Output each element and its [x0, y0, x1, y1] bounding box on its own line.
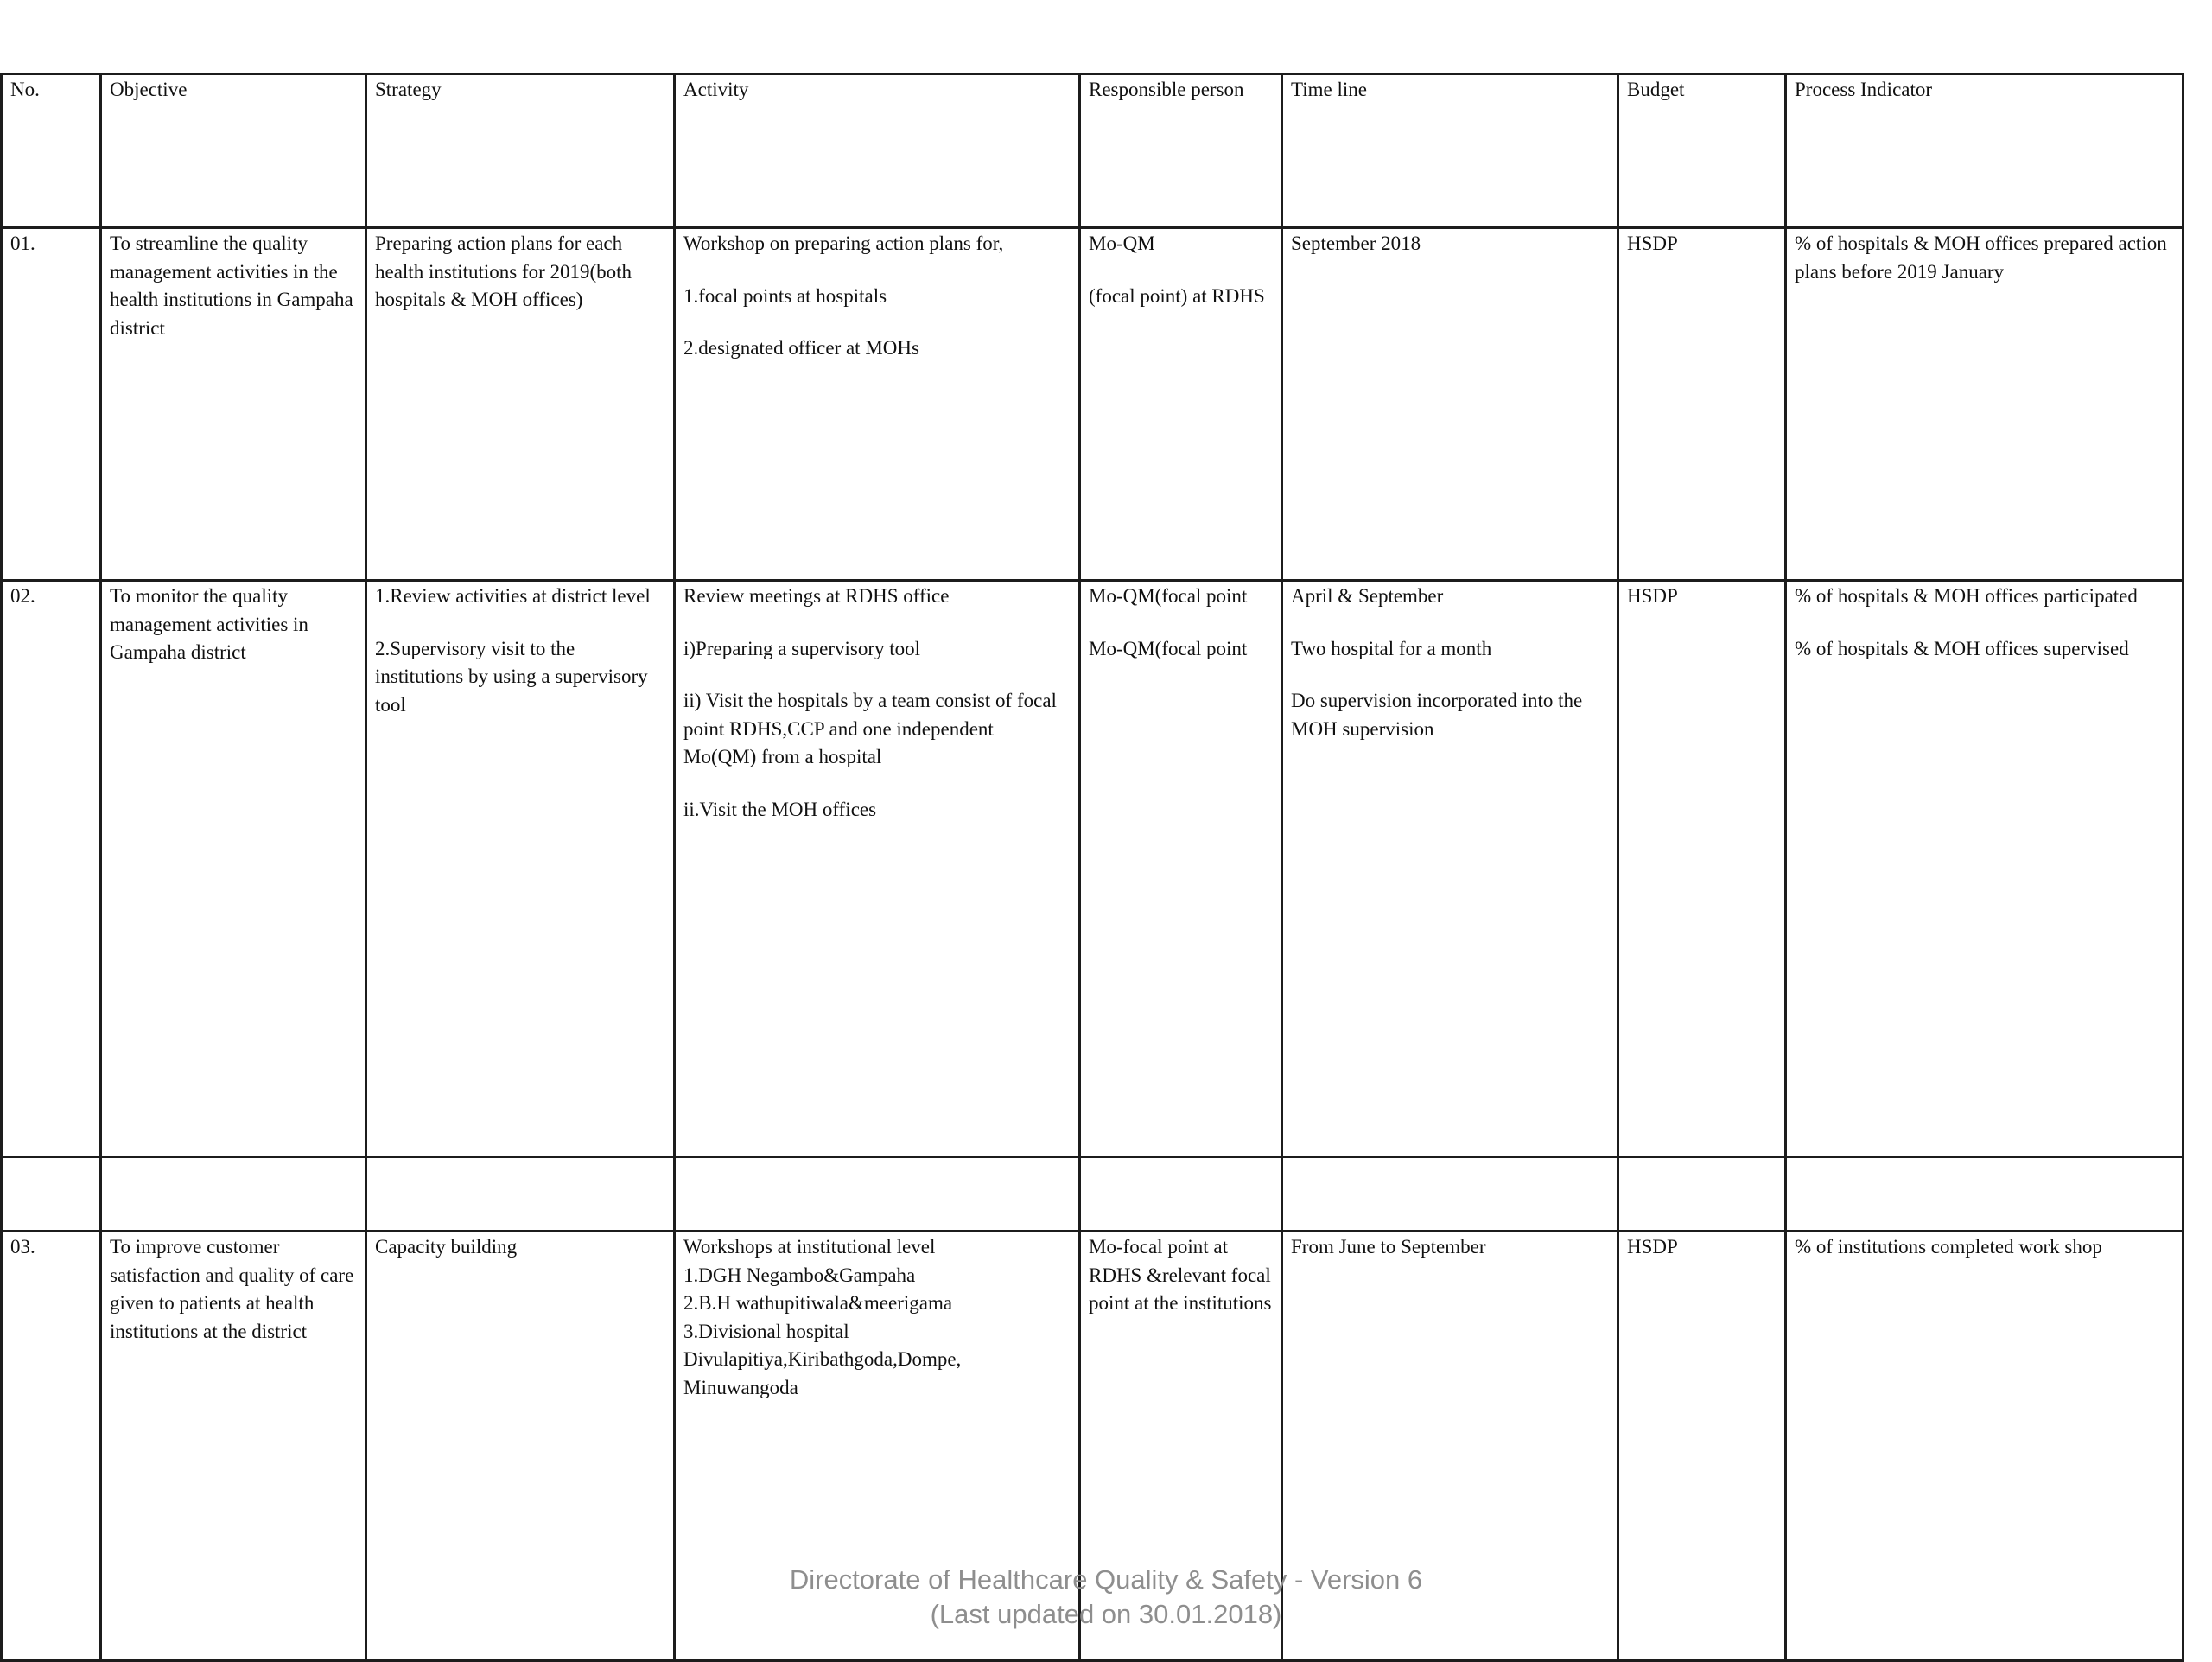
indicator-text: % of hospitals & MOH offices supervised [1795, 637, 2129, 659]
cell-process-indicator [1786, 581, 2183, 1157]
activity-line: 1.DGH Negambo&Gampaha [683, 1264, 916, 1286]
empty-cell [101, 1157, 366, 1232]
empty-cell [1786, 1157, 2183, 1232]
cell-responsible-person [1080, 228, 1282, 581]
header-process-indicator: Process Indicator [1786, 74, 2183, 228]
strategy-text: 2.Supervisory visit to the institutions by using a supervisory tool [375, 637, 648, 716]
strategy-text: Preparing action plans for each health institutions for 2019(both hospitals & MOH offices) [375, 232, 632, 310]
cell-time-line [1282, 228, 1618, 581]
timeline-text: From June to September [1291, 1236, 1486, 1258]
cell-time-line [1282, 581, 1618, 1157]
timeline-text: April & September [1291, 585, 1444, 607]
cell-activity [675, 228, 1080, 581]
cell-strategy [366, 581, 675, 1157]
header-responsible-person: Responsible person [1080, 74, 1282, 228]
activity-line: 2.B.H wathupitiwala&meerigama [683, 1292, 953, 1314]
footer-line-1: Directorate of Healthcare Quality & Safety - Version 6 [789, 1564, 1423, 1595]
table-row [2, 228, 2183, 581]
timeline-text: September 2018 [1291, 232, 1421, 254]
activity-text: Review meetings at RDHS office [683, 585, 950, 607]
responsible-text: Mo-focal point at RDHS &relevant focal point at the institutions [1089, 1236, 1272, 1314]
page-footer [0, 1563, 2212, 1632]
activity-text: Workshop on preparing action plans for, [683, 232, 1004, 254]
table-row [2, 581, 2183, 1157]
empty-cell [1080, 1157, 1282, 1232]
activity-text: 2.designated officer at MOHs [683, 337, 919, 359]
empty-cell [1282, 1157, 1618, 1232]
timeline-text: Two hospital for a month [1291, 637, 1492, 659]
activity-line: 3.Divisional hospital Divulapitiya,Kiribathgoda,Dompe, Minuwangoda [683, 1320, 962, 1398]
responsible-text: Mo-QM(focal point [1089, 585, 1248, 607]
cell-objective: To improve customer satisfaction and quality of care given to patients at health institutions at the district [101, 1232, 366, 1661]
cell-no: 02. [2, 581, 101, 1157]
indicator-text: % of institutions completed work shop [1795, 1236, 2102, 1258]
cell-objective: To streamline the quality management activities in the health institutions in Gampaha district [101, 228, 366, 581]
cell-process-indicator [1786, 228, 2183, 581]
activity-text: ii) Visit the hospitals by a team consist of focal point RDHS,CCP and one independent Mo(QM) from a hospital [683, 690, 1057, 767]
empty-table-row [2, 1157, 2183, 1232]
header-no: No. [2, 74, 101, 228]
cell-activity [675, 581, 1080, 1157]
responsible-text: (focal point) at RDHS [1089, 284, 1265, 307]
cell-responsible-person [1080, 581, 1282, 1157]
header-activity: Activity [675, 74, 1080, 228]
cell-no: 01. [2, 228, 101, 581]
empty-cell [1618, 1157, 1786, 1232]
cell-strategy [366, 228, 675, 581]
activity-text: i)Preparing a supervisory tool [683, 637, 921, 659]
header-objective: Objective [101, 74, 366, 228]
activity-line: Workshops at institutional level [683, 1236, 936, 1258]
cell-budget: HSDP [1618, 581, 1786, 1157]
activity-text: 1.focal points at hospitals [683, 284, 887, 307]
header-time-line: Time line [1282, 74, 1618, 228]
cell-budget: HSDP [1618, 228, 1786, 581]
empty-cell [675, 1157, 1080, 1232]
footer-line-2: (Last updated on 30.01.2018) [930, 1599, 1282, 1629]
strategy-text: Capacity building [375, 1236, 518, 1258]
cell-objective: To monitor the quality management activities in Gampaha district [101, 581, 366, 1157]
table-header-row [2, 74, 2183, 228]
cell-budget: HSDP [1618, 1232, 1786, 1661]
header-budget: Budget [1618, 74, 1786, 228]
activity-text: ii.Visit the MOH offices [683, 798, 877, 820]
indicator-text: % of hospitals & MOH offices participated [1795, 585, 2138, 607]
responsible-text: Mo-QM [1089, 232, 1155, 254]
header-strategy: Strategy [366, 74, 675, 228]
indicator-text: % of hospitals & MOH offices prepared action plans before 2019 January [1795, 232, 2167, 283]
timeline-text: Do supervision incorporated into the MOH supervision [1291, 690, 1583, 740]
strategy-text: 1.Review activities at district level [375, 585, 651, 607]
empty-cell [2, 1157, 101, 1232]
responsible-text: Mo-QM(focal point [1089, 637, 1248, 659]
empty-cell [366, 1157, 675, 1232]
cell-no: 03. [2, 1232, 101, 1661]
action-plan-table [0, 73, 2184, 1662]
